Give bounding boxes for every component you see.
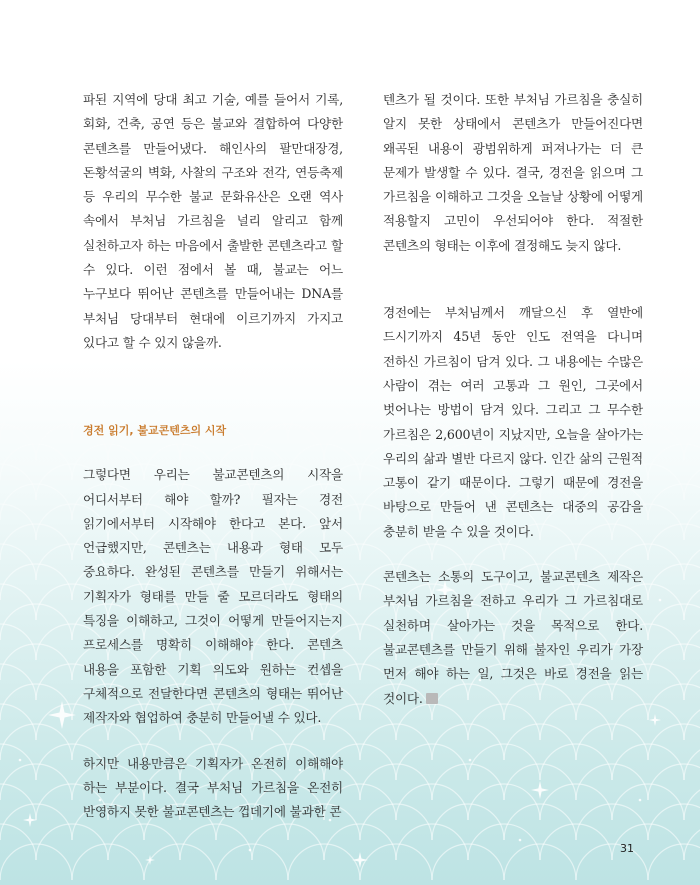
left-paragraph-1: 파된 지역에 당대 최고 기술, 예를 들어서 기록, 회화, 건축, 공연 등은 불교와 결합하여 다양한 콘텐츠를 만들어냈다. 해인사의 팔만대장경, 돈황석굴의 벽화, 사찰의 구조와 전각, 연등축제 등 우리의 무수한 불교 문화유산은 오랜 역사 속에서 부처님 가르침을 널리 알리고 함께 실천하고자 하는 마음에서 출발한 콘텐츠라고 할 수 있다. 이런 점에서 볼 때, 불교는 어느 누구보다 뛰어난 콘텐츠를 만들어내는 DNA를 부처님 당대부터 현대에 이르기까지 가지고 있다고 할 수 있지 않을까. [83,92,343,350]
right-paragraph-3-text: 콘텐츠는 소통의 도구이고, 불교콘텐츠 제작은 부처님 가르침을 전하고 우리가 그 가르침대로 실천하며 살아가는 것을 목적으로 한다. 불교콘텐츠를 만들기 위해 불자인 우리가 가장 먼저 해야 하는 일, 그것은 바로 경전을 읽는 것이다. [383,569,643,706]
section-heading: 경전 읽기, 불교콘텐츠의 시작 [83,424,227,438]
left-paragraph-3: 하지만 내용만큼은 기획자가 온전히 이해해야 하는 부분이다. 결국 부처님 가르침을 온전히 반영하지 못한 불교콘텐츠는 껍데기에 불과한 콘 [83,755,343,820]
right-paragraph-1: 텐츠가 될 것이다. 또한 부처님 가르침을 충실히 알지 못한 상태에서 콘텐츠가 만들어진다면 왜곡된 내용이 광범위하게 퍼져나가는 더 큰 문제가 발생할 수 있다. 결국, 경전을 읽으며 그 가르침을 이해하고 그것을 오늘날 상황에 어떻게 적용할지 고민이 우선되어야 한다. 적절한 콘텐츠의 형태는 이후에 결정해도 늦지 않다. [383,92,643,253]
right-column [383,88,643,711]
end-mark-icon [426,693,438,704]
page-number: 31 [620,842,634,855]
left-paragraph-2: 그렇다면 우리는 불교콘텐츠의 시작을 어디서부터 해야 할까? 필자는 경전 읽기에서부터 시작해야 한다고 본다. 앞서 언급했지만, 콘텐츠는 내용과 형태 모두 중요하다. 완성된 콘텐츠를 만들기 위해서는 기획자가 형태를 만들 줄 모르더라도 형태의 특징을 이해하고, 그것이 어떻게 만들어지는지 프로세스를 명확히 이해해야 한다. 콘텐츠 내용을 포함한 기획 의도와 원하는 컨셉을 구체적으로 전달한다면 콘텐츠의 형태는 뛰어난 제작자와 협업하여 충분히 만들어낼 수 있다. [83,467,343,726]
left-column [83,88,343,824]
right-paragraph-3 [383,565,643,711]
right-paragraph-2: 경전에는 부처님께서 깨달으신 후 열반에 드시기까지 45년 동안 인도 전역을 다니며 전하신 가르침이 담겨 있다. 그 내용에는 수많은 사람이 겪는 여러 고통과 그 원인, 그곳에서 벗어나는 방법이 담겨 있다. 그리고 그 무수한 가르침은 2,600년이 지났지만, 오늘을 살아가는 우리의 삶과 별반 다르지 않다. 인간 삶의 근원적 고통이 같기 때문이다. 그렇기 때문에 경전을 바탕으로 만들어 낸 콘텐츠는 대중의 공감을 충분히 받을 수 있을 것이다. [383,305,643,539]
